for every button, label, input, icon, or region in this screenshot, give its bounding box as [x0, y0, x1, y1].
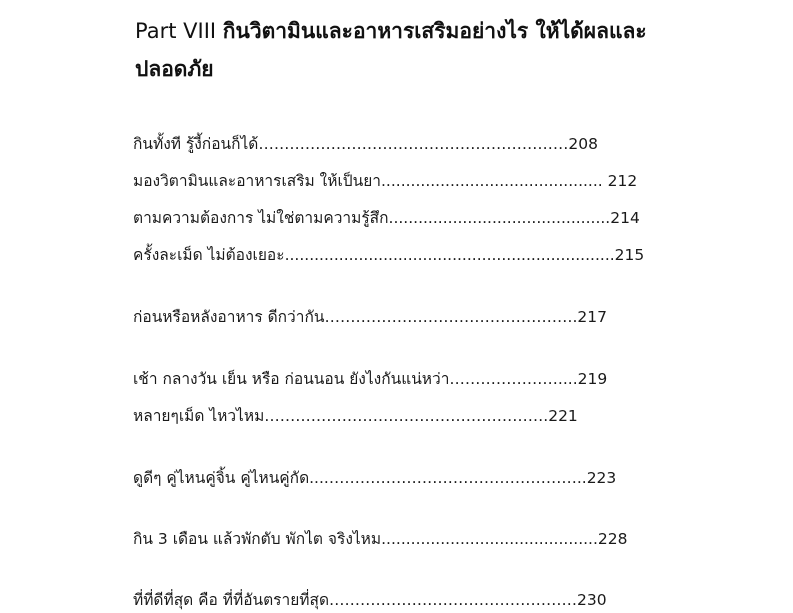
- toc-entry: ดูดีๆ คู่ไหนคู่จิ้น คู่ไหนคู่กัด....…………………………………………..223: [133, 469, 617, 487]
- part-number: Part VIII: [135, 19, 217, 43]
- toc-entry: หลายๆเม็ด ไหวไหม……………………………………………….221: [133, 407, 578, 425]
- toc-entry: กินทั้งที รู้งี้ก่อนก็ได้……………………………………………………208: [133, 135, 598, 153]
- toc-entry: ที่ที่ดีที่สุด คือ ที่ที่อันตรายที่สุด…………………………………………230: [133, 591, 607, 609]
- toc-entry: ก่อนหรือหลังอาหาร ดีกว่ากัน………………………………………….217: [133, 308, 607, 326]
- toc-entry: ครั้งละเม็ด ไม่ต้องเยอะ...................................................................215: [133, 246, 645, 264]
- toc-entry: เช้า กลางวัน เย็น หรือ ก่อนนอน ยังไงกันแน่หว่า…………………....219: [133, 370, 608, 388]
- toc-entry: มองวิตามินและอาหารเสริม ให้เป็นยา............................................. 212: [133, 172, 638, 190]
- part-heading: [135, 12, 695, 88]
- toc-entry: กิน 3 เดือน แล้วพักตับ พักไต จริงไหม............................................228: [133, 530, 628, 548]
- part-title: กินวิตามินและอาหารเสริมอย่างไร ให้ได้ผลและปลอดภัย: [135, 19, 647, 81]
- toc-entry: ตามความต้องการ ไม่ใช่ตามความรู้สึก.............................................214: [133, 209, 640, 227]
